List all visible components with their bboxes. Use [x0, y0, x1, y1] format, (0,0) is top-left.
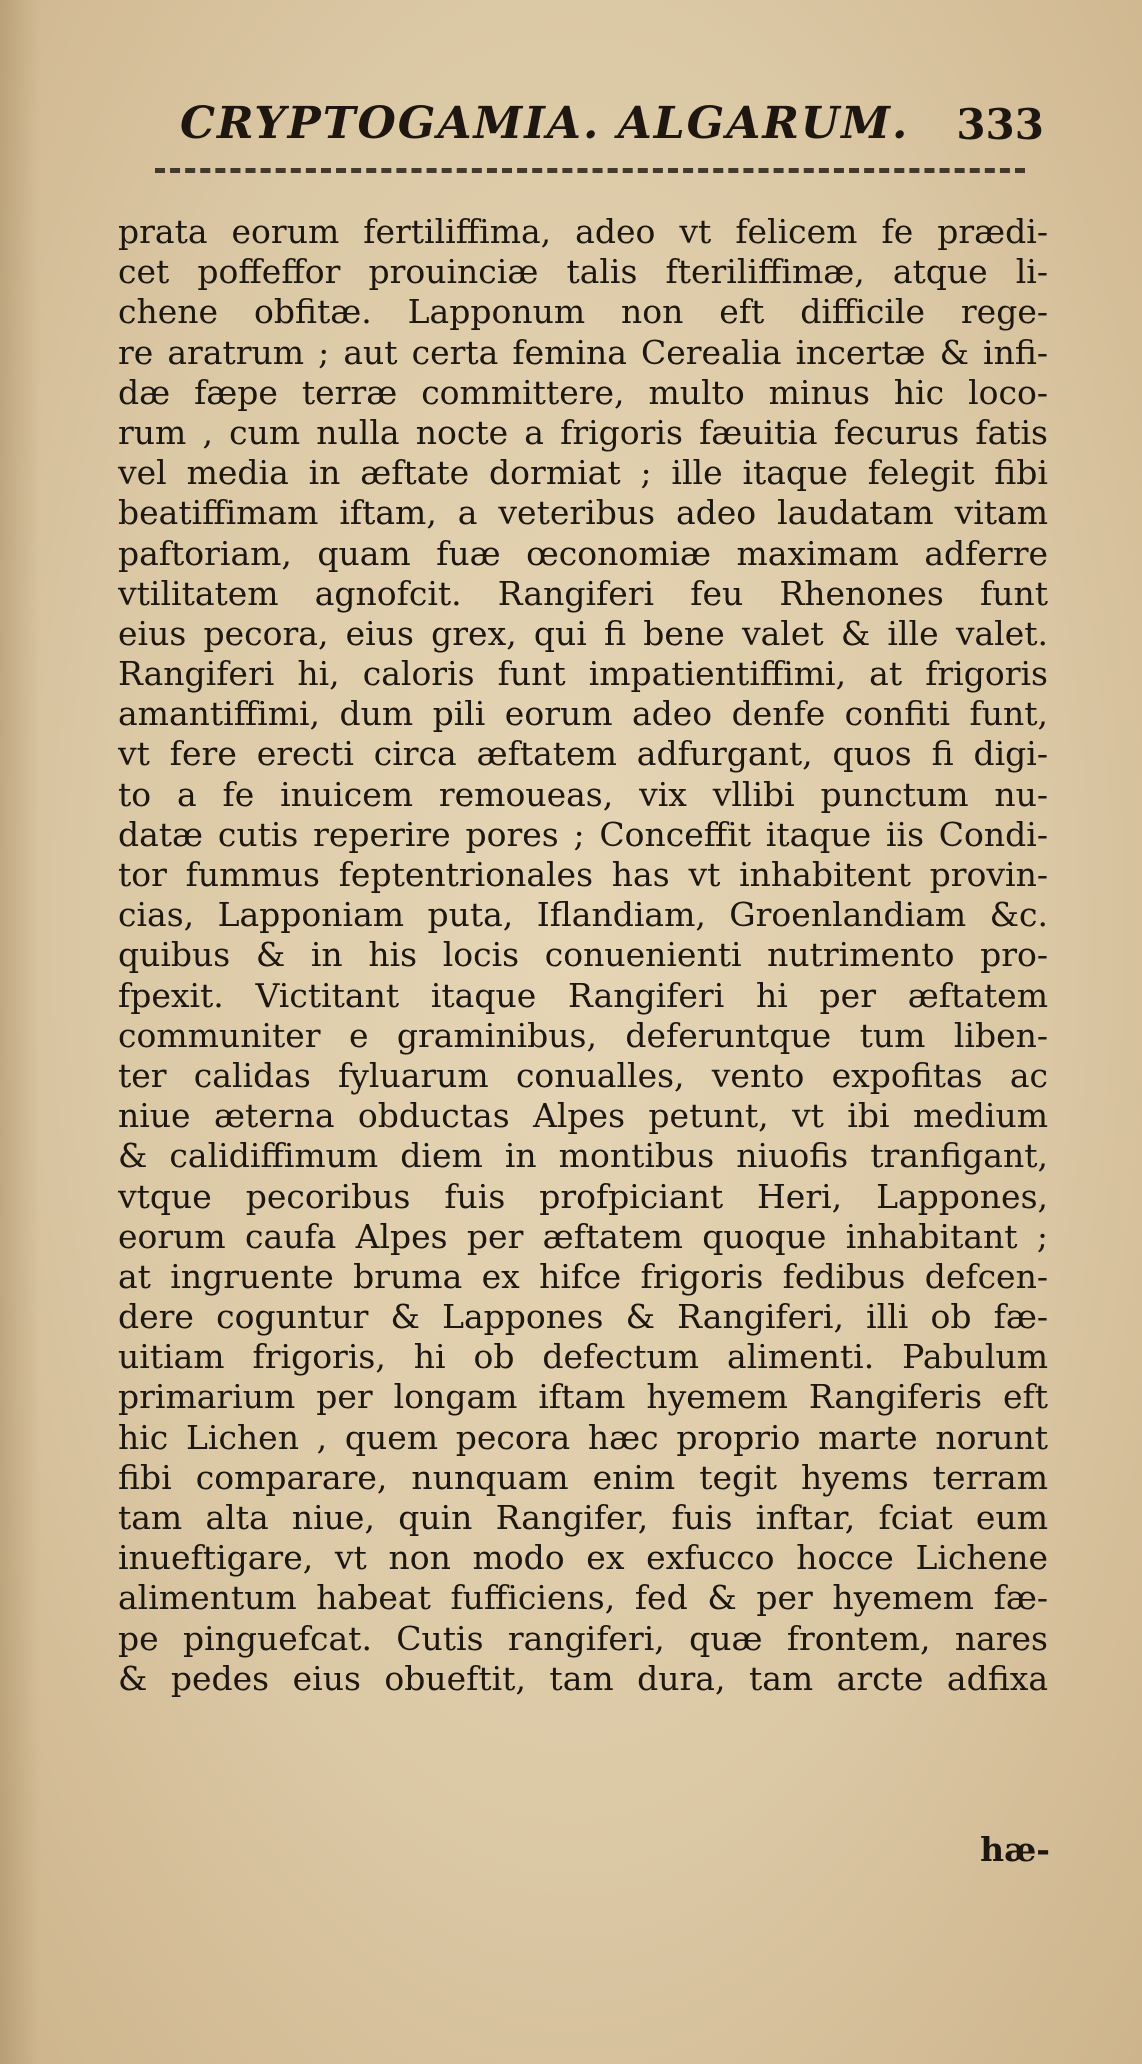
text-line: fpexit. Victitant itaque Rangiferi hi per æftatem — [118, 975, 1048, 1015]
text-line: alimentum habeat fufficiens, fed & per hyemem fæ- — [118, 1578, 1048, 1618]
page-number: 333 — [956, 100, 1044, 149]
text-line: eius pecora, eius grex, qui fi bene valet & ille valet. — [118, 613, 1048, 653]
text-line: cet poffeffor prouinciæ talis fteriliffimæ, atque li- — [118, 252, 1048, 292]
text-line: & calidiffimum diem in montibus niuofis tranfigant, — [118, 1136, 1048, 1176]
text-line: prata eorum fertiliffima, adeo vt felicem fe prædi- — [118, 212, 1048, 251]
text-line: communiter e graminibus, deferuntque tum liben- — [118, 1015, 1048, 1055]
text-line: primarium per longam iftam hyemem Rangiferis eft — [118, 1377, 1048, 1417]
text-line: datæ cutis reperire pores ; Conceffit itaque iis Condi- — [118, 814, 1048, 854]
header-rule — [155, 168, 1025, 173]
text-line: hic Lichen , quem pecora hæc proprio marte norunt — [118, 1417, 1048, 1457]
text-line: vt fere erecti circa æftatem adfurgant, quos fi digi- — [118, 734, 1048, 774]
text-line: rum , cum nulla nocte a frigoris fæuitia fecurus fatis — [118, 412, 1048, 452]
text-line: eorum caufa Alpes per æftatem quoque inhabitant ; — [118, 1216, 1048, 1256]
text-line: Rangiferi hi, caloris funt impatientiffimi, at frigoris — [118, 654, 1048, 694]
text-line: tam alta niue, quin Rangifer, fuis inftar, fciat eum — [118, 1498, 1048, 1537]
text-line: amantiffimi, dum pili eorum adeo denfe confiti funt, — [118, 694, 1048, 734]
text-line: inueftigare, vt non modo ex exfucco hocce Lichene — [118, 1538, 1048, 1578]
body-text — [118, 212, 1048, 1699]
text-line: beatiffimam iftam, a veteribus adeo laudatam vitam — [118, 493, 1048, 533]
text-line: vel media in æftate dormiat ; ille itaque felegit fibi — [118, 453, 1048, 493]
text-line: quibus & in his locis conuenienti nutrimento pro- — [118, 935, 1048, 975]
text-line: pe pinguefcat. Cutis rangiferi, quæ frontem, nares — [118, 1618, 1048, 1658]
text-line: ter calidas fyluarum conualles, vento expofitas ac — [118, 1055, 1048, 1095]
text-line: chene obfitæ. Lapponum non eft difficile rege- — [118, 292, 1048, 332]
text-line: to a fe inuicem remoueas, vix vllibi punctum nu- — [118, 774, 1048, 814]
text-line: dere coguntur & Lappones & Rangiferi, illi ob fæ- — [118, 1297, 1048, 1337]
text-line: re aratrum ; aut certa femina Cerealia incertæ & infi- — [118, 332, 1048, 372]
running-title: CRYPTOGAMIA. ALGARUM. — [180, 98, 910, 149]
text-line: niue æterna obductas Alpes petunt, vt ibi medium — [118, 1096, 1048, 1136]
text-line: & pedes eius obueftit, tam dura, tam arcte adfixa — [118, 1658, 1048, 1698]
page-header — [180, 98, 1050, 158]
page-gutter-shadow — [0, 0, 40, 2064]
text-line: at ingruente bruma ex hifce frigoris fedibus defcen- — [118, 1256, 1048, 1296]
text-line: paftoriam, quam fuæ œconomiæ maximam adferre — [118, 533, 1048, 573]
text-line: vtque pecoribus fuis profpiciant Heri, Lappones, — [118, 1176, 1048, 1216]
text-line: cias, Lapponiam puta, Iflandiam, Groenlandiam &c. — [118, 895, 1048, 935]
text-line: vtilitatem agnofcit. Rangiferi feu Rhenones funt — [118, 573, 1048, 613]
text-line: uitiam frigoris, hi ob defectum alimenti. Pabulum — [118, 1337, 1048, 1377]
text-line: tor fummus feptentrionales has vt inhabitent provin- — [118, 855, 1048, 894]
text-line: dæ fæpe terræ committere, multo minus hic loco- — [118, 372, 1048, 412]
catchword: hæ- — [980, 1830, 1050, 1869]
text-line: fibi comparare, nunquam enim tegit hyems terram — [118, 1457, 1048, 1497]
